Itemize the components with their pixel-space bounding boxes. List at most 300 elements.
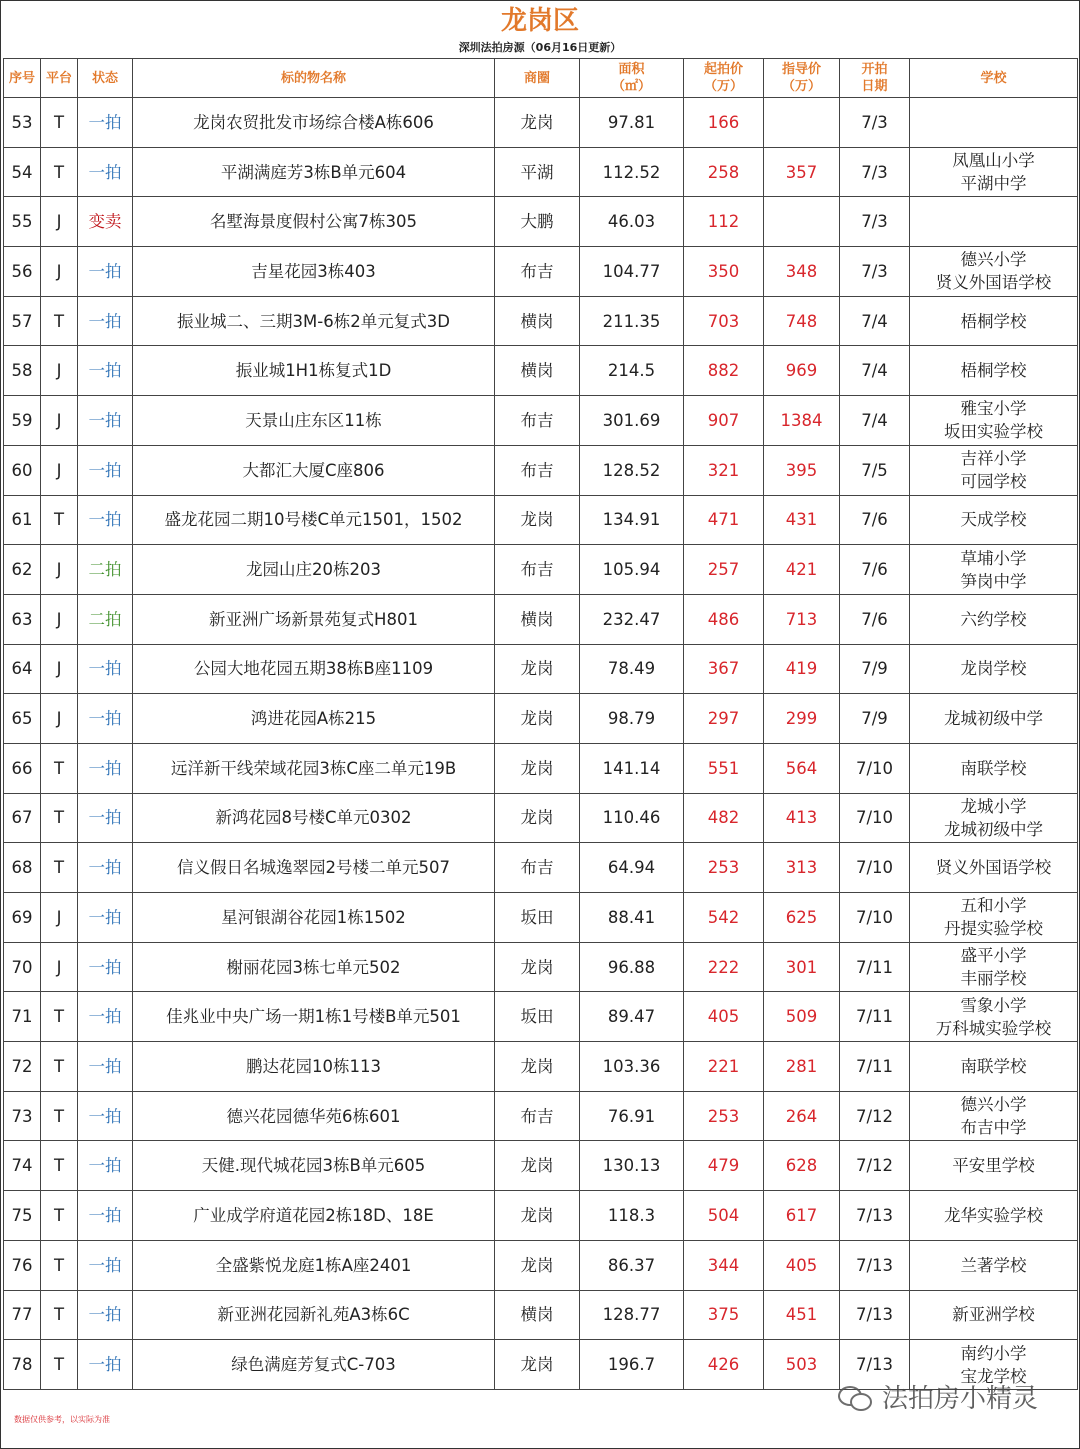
cell-seq: 78: [4, 1340, 41, 1390]
cell-guide-price: 625: [764, 893, 840, 943]
cell-platform: T: [41, 1091, 78, 1141]
cell-guide-price: 413: [764, 793, 840, 843]
cell-name: 龙岗农贸批发市场综合楼A栋606: [133, 98, 495, 148]
table-row: [4, 1191, 1078, 1241]
table-row: [4, 296, 1078, 346]
cell-platform: T: [41, 1240, 78, 1290]
table-row: [4, 843, 1078, 893]
cell-date: 7/11: [840, 1042, 910, 1092]
cell-status: 一拍: [78, 743, 133, 793]
cell-school: 龙华实验学校: [910, 1191, 1078, 1241]
header-date: 开拍 日期: [840, 59, 910, 98]
cell-school: 雅宝小学 坂田实验学校: [910, 396, 1078, 446]
cell-guide-price: [764, 197, 840, 247]
cell-name: 绿色满庭芳复式C-703: [133, 1340, 495, 1390]
cell-date: 7/12: [840, 1141, 910, 1191]
cell-platform: T: [41, 992, 78, 1042]
header-size: 面积 （㎡）: [580, 59, 684, 98]
cell-start-price: 542: [684, 893, 764, 943]
table-row: [4, 1042, 1078, 1092]
cell-status: 一拍: [78, 445, 133, 495]
cell-guide-price: 281: [764, 1042, 840, 1092]
disclaimer-note: 数据仅供参考，以实际为准: [14, 1415, 110, 1424]
cell-name: 天健.现代城花园3栋B单元605: [133, 1141, 495, 1191]
cell-name: 新鸿花园8号楼C单元0302: [133, 793, 495, 843]
cell-guide-price: 431: [764, 495, 840, 545]
table-row: [4, 743, 1078, 793]
cell-start-price: 405: [684, 992, 764, 1042]
cell-platform: J: [41, 396, 78, 446]
cell-date: 7/6: [840, 495, 910, 545]
cell-date: 7/11: [840, 942, 910, 992]
cell-guide-price: 564: [764, 743, 840, 793]
cell-platform: J: [41, 247, 78, 297]
cell-zone: 大鹏: [495, 197, 580, 247]
cell-school: 兰著学校: [910, 1240, 1078, 1290]
table-row: [4, 893, 1078, 943]
cell-size: 118.3: [580, 1191, 684, 1241]
cell-size: 211.35: [580, 296, 684, 346]
cell-size: 76.91: [580, 1091, 684, 1141]
cell-platform: T: [41, 793, 78, 843]
cell-platform: T: [41, 1191, 78, 1241]
cell-seq: 74: [4, 1141, 41, 1191]
cell-platform: J: [41, 942, 78, 992]
cell-seq: 76: [4, 1240, 41, 1290]
cell-name: 振业城1H1栋复式1D: [133, 346, 495, 396]
table-row: [4, 793, 1078, 843]
cell-start-price: 426: [684, 1340, 764, 1390]
cell-size: 96.88: [580, 942, 684, 992]
cell-status: 一拍: [78, 992, 133, 1042]
cell-school: 新亚洲学校: [910, 1290, 1078, 1340]
cell-date: 7/10: [840, 793, 910, 843]
cell-date: 7/10: [840, 743, 910, 793]
cell-size: 104.77: [580, 247, 684, 297]
cell-school: 龙城初级中学: [910, 694, 1078, 744]
cell-school: [910, 197, 1078, 247]
cell-zone: 龙岗: [495, 98, 580, 148]
cell-status: 一拍: [78, 1191, 133, 1241]
cell-size: 86.37: [580, 1240, 684, 1290]
cell-school: 六约学校: [910, 594, 1078, 644]
cell-platform: J: [41, 197, 78, 247]
watermark-text: 法拍房小精灵: [882, 1384, 1039, 1414]
cell-zone: 龙岗: [495, 694, 580, 744]
cell-name: 新亚洲花园新礼苑A3栋6C: [133, 1290, 495, 1340]
cell-name: 吉星花园3栋403: [133, 247, 495, 297]
cell-date: 7/13: [840, 1290, 910, 1340]
cell-size: 134.91: [580, 495, 684, 545]
cell-name: 鸿进花园A栋215: [133, 694, 495, 744]
cell-seq: 62: [4, 545, 41, 595]
table-row: [4, 197, 1078, 247]
table-row: [4, 1091, 1078, 1141]
cell-name: 全盛紫悦龙庭1栋A座2401: [133, 1240, 495, 1290]
cell-school: 龙城小学 龙城初级中学: [910, 793, 1078, 843]
cell-platform: T: [41, 1141, 78, 1191]
cell-date: 7/10: [840, 893, 910, 943]
cell-size: 88.41: [580, 893, 684, 943]
cell-zone: 布吉: [495, 247, 580, 297]
cell-start-price: 321: [684, 445, 764, 495]
cell-guide-price: 348: [764, 247, 840, 297]
cell-status: 一拍: [78, 1091, 133, 1141]
cell-zone: 龙岗: [495, 1340, 580, 1390]
cell-size: 89.47: [580, 992, 684, 1042]
cell-status: 一拍: [78, 942, 133, 992]
cell-platform: T: [41, 1340, 78, 1390]
cell-size: 128.77: [580, 1290, 684, 1340]
cell-guide-price: 509: [764, 992, 840, 1042]
cell-zone: 平湖: [495, 147, 580, 197]
table-row: [4, 147, 1078, 197]
cell-name: 公园大地花园五期38栋B座1109: [133, 644, 495, 694]
cell-school: 天成学校: [910, 495, 1078, 545]
cell-name: 天景山庄东区11栋: [133, 396, 495, 446]
cell-date: 7/9: [840, 644, 910, 694]
cell-status: 一拍: [78, 843, 133, 893]
cell-school: 吉祥小学 可园学校: [910, 445, 1078, 495]
table-row: [4, 1290, 1078, 1340]
cell-seq: 65: [4, 694, 41, 744]
cell-school: 梧桐学校: [910, 296, 1078, 346]
cell-start-price: 504: [684, 1191, 764, 1241]
cell-status: 一拍: [78, 495, 133, 545]
cell-status: 一拍: [78, 98, 133, 148]
cell-platform: T: [41, 296, 78, 346]
cell-school: 南约小学 宝龙学校: [910, 1340, 1078, 1390]
cell-status: 一拍: [78, 147, 133, 197]
cell-zone: 龙岗: [495, 644, 580, 694]
cell-status: 二拍: [78, 594, 133, 644]
cell-guide-price: 421: [764, 545, 840, 595]
cell-date: 7/6: [840, 594, 910, 644]
cell-seq: 66: [4, 743, 41, 793]
cell-guide-price: 1384: [764, 396, 840, 446]
cell-date: 7/3: [840, 147, 910, 197]
cell-start-price: 222: [684, 942, 764, 992]
cell-school: 盛平小学 丰丽学校: [910, 942, 1078, 992]
cell-seq: 75: [4, 1191, 41, 1241]
table-row: [4, 445, 1078, 495]
cell-platform: J: [41, 694, 78, 744]
cell-seq: 73: [4, 1091, 41, 1141]
cell-start-price: 471: [684, 495, 764, 545]
cell-date: 7/10: [840, 843, 910, 893]
cell-start-price: 257: [684, 545, 764, 595]
table-row: [4, 992, 1078, 1042]
cell-size: 46.03: [580, 197, 684, 247]
cell-size: 105.94: [580, 545, 684, 595]
cell-name: 榭丽花园3栋七单元502: [133, 942, 495, 992]
cell-size: 130.13: [580, 1141, 684, 1191]
cell-zone: 布吉: [495, 396, 580, 446]
cell-name: 鹏达花园10栋113: [133, 1042, 495, 1092]
cell-platform: J: [41, 445, 78, 495]
cell-start-price: 882: [684, 346, 764, 396]
table-row: [4, 495, 1078, 545]
cell-status: 一拍: [78, 644, 133, 694]
cell-platform: J: [41, 545, 78, 595]
cell-name: 龙园山庄20栋203: [133, 545, 495, 595]
header-school: 学校: [910, 59, 1078, 98]
table-row: [4, 396, 1078, 446]
cell-guide-price: 969: [764, 346, 840, 396]
cell-guide-price: 617: [764, 1191, 840, 1241]
table-row: [4, 644, 1078, 694]
cell-school: 德兴小学 布吉中学: [910, 1091, 1078, 1141]
cell-school: 雪象小学 万科城实验学校: [910, 992, 1078, 1042]
cell-platform: J: [41, 346, 78, 396]
table-row: [4, 594, 1078, 644]
cell-size: 214.5: [580, 346, 684, 396]
cell-seq: 77: [4, 1290, 41, 1340]
cell-size: 141.14: [580, 743, 684, 793]
cell-status: 一拍: [78, 1240, 133, 1290]
cell-name: 名墅海景度假村公寓7栋305: [133, 197, 495, 247]
cell-start-price: 375: [684, 1290, 764, 1340]
table-row: [4, 545, 1078, 595]
cell-guide-price: 451: [764, 1290, 840, 1340]
cell-date: 7/3: [840, 247, 910, 297]
cell-school: 凤凰山小学 平湖中学: [910, 147, 1078, 197]
cell-size: 64.94: [580, 843, 684, 893]
cell-date: 7/4: [840, 346, 910, 396]
cell-date: 7/13: [840, 1191, 910, 1241]
cell-guide-price: 503: [764, 1340, 840, 1390]
cell-status: 一拍: [78, 1141, 133, 1191]
cell-name: 佳兆业中央广场一期1栋1号楼B单元501: [133, 992, 495, 1042]
table-row: [4, 942, 1078, 992]
cell-zone: 横岗: [495, 594, 580, 644]
cell-date: 7/6: [840, 545, 910, 595]
cell-start-price: 482: [684, 793, 764, 843]
cell-size: 97.81: [580, 98, 684, 148]
cell-size: 110.46: [580, 793, 684, 843]
cell-zone: 龙岗: [495, 1042, 580, 1092]
cell-platform: T: [41, 843, 78, 893]
cell-zone: 横岗: [495, 346, 580, 396]
cell-seq: 70: [4, 942, 41, 992]
cell-start-price: 166: [684, 98, 764, 148]
cell-name: 德兴花园德华苑6栋601: [133, 1091, 495, 1141]
cell-status: 变卖: [78, 197, 133, 247]
cell-guide-price: 419: [764, 644, 840, 694]
table-body: [4, 98, 1078, 1390]
cell-start-price: 486: [684, 594, 764, 644]
cell-date: 7/3: [840, 98, 910, 148]
cell-guide-price: [764, 98, 840, 148]
page-title: 龙岗区: [500, 6, 579, 36]
cell-guide-price: 405: [764, 1240, 840, 1290]
cell-date: 7/5: [840, 445, 910, 495]
cell-zone: 龙岗: [495, 743, 580, 793]
cell-school: 南联学校: [910, 1042, 1078, 1092]
cell-date: 7/12: [840, 1091, 910, 1141]
cell-size: 103.36: [580, 1042, 684, 1092]
cell-platform: J: [41, 594, 78, 644]
cell-guide-price: 313: [764, 843, 840, 893]
cell-zone: 坂田: [495, 893, 580, 943]
cell-zone: 龙岗: [495, 495, 580, 545]
cell-start-price: 479: [684, 1141, 764, 1191]
table-row: [4, 1240, 1078, 1290]
watermark: [838, 1378, 1038, 1415]
cell-date: 7/9: [840, 694, 910, 744]
cell-guide-price: 628: [764, 1141, 840, 1191]
cell-status: 一拍: [78, 346, 133, 396]
header-name: 标的物名称: [133, 59, 495, 98]
cell-status: 一拍: [78, 396, 133, 446]
cell-date: 7/4: [840, 296, 910, 346]
cell-start-price: 221: [684, 1042, 764, 1092]
cell-school: 龙岗学校: [910, 644, 1078, 694]
cell-name: 广业成学府道花园2栋18D、18E: [133, 1191, 495, 1241]
header-status: 状态: [78, 59, 133, 98]
cell-school: 德兴小学 贤义外国语学校: [910, 247, 1078, 297]
cell-school: [910, 98, 1078, 148]
cell-seq: 69: [4, 893, 41, 943]
cell-guide-price: 357: [764, 147, 840, 197]
cell-status: 一拍: [78, 893, 133, 943]
cell-school: 平安里学校: [910, 1141, 1078, 1191]
cell-status: 一拍: [78, 296, 133, 346]
cell-zone: 布吉: [495, 445, 580, 495]
cell-size: 301.69: [580, 396, 684, 446]
cell-seq: 71: [4, 992, 41, 1042]
cell-size: 196.7: [580, 1340, 684, 1390]
cell-name: 新亚洲广场新景苑复式H801: [133, 594, 495, 644]
cell-zone: 龙岗: [495, 1141, 580, 1191]
cell-name: 大都汇大厦C座806: [133, 445, 495, 495]
cell-zone: 布吉: [495, 843, 580, 893]
cell-zone: 坂田: [495, 992, 580, 1042]
cell-start-price: 253: [684, 1091, 764, 1141]
listing-table: [3, 58, 1078, 1390]
cell-platform: T: [41, 1042, 78, 1092]
cell-zone: 龙岗: [495, 942, 580, 992]
cell-seq: 61: [4, 495, 41, 545]
cell-status: 一拍: [78, 247, 133, 297]
cell-guide-price: 301: [764, 942, 840, 992]
cell-size: 112.52: [580, 147, 684, 197]
cell-school: 南联学校: [910, 743, 1078, 793]
cell-name: 平湖满庭芳3栋B单元604: [133, 147, 495, 197]
table-row: [4, 346, 1078, 396]
cell-start-price: 253: [684, 843, 764, 893]
cell-zone: 龙岗: [495, 1191, 580, 1241]
cell-seq: 63: [4, 594, 41, 644]
cell-start-price: 703: [684, 296, 764, 346]
cell-seq: 54: [4, 147, 41, 197]
cell-seq: 56: [4, 247, 41, 297]
cell-status: 一拍: [78, 793, 133, 843]
cell-start-price: 907: [684, 396, 764, 446]
cell-guide-price: 395: [764, 445, 840, 495]
cell-platform: T: [41, 1290, 78, 1340]
cell-size: 78.49: [580, 644, 684, 694]
cell-platform: T: [41, 98, 78, 148]
cell-start-price: 258: [684, 147, 764, 197]
cell-name: 信义假日名城逸翠园2号楼二单元507: [133, 843, 495, 893]
cell-school: 草埔小学 笋岗中学: [910, 545, 1078, 595]
cell-status: 一拍: [78, 1042, 133, 1092]
cell-name: 盛龙花园二期10号楼C单元1501，1502: [133, 495, 495, 545]
cell-guide-price: 299: [764, 694, 840, 744]
cell-platform: J: [41, 893, 78, 943]
chat-bubble-icon: [838, 1384, 872, 1410]
cell-zone: 布吉: [495, 1091, 580, 1141]
cell-school: 五和小学 丹提实验学校: [910, 893, 1078, 943]
cell-date: 7/13: [840, 1240, 910, 1290]
header-start-price: 起拍价 （万）: [684, 59, 764, 98]
cell-start-price: 350: [684, 247, 764, 297]
header-seq: 序号: [4, 59, 41, 98]
cell-guide-price: 748: [764, 296, 840, 346]
cell-seq: 72: [4, 1042, 41, 1092]
cell-size: 98.79: [580, 694, 684, 744]
page-subtitle: 深圳法拍房源（06月16日更新）: [458, 41, 622, 54]
cell-status: 一拍: [78, 694, 133, 744]
cell-name: 振业城二、三期3M-6栋2单元复式3D: [133, 296, 495, 346]
table-row: [4, 1141, 1078, 1191]
table-row: [4, 247, 1078, 297]
cell-seq: 53: [4, 98, 41, 148]
cell-seq: 67: [4, 793, 41, 843]
cell-seq: 59: [4, 396, 41, 446]
cell-start-price: 551: [684, 743, 764, 793]
cell-date: 7/13: [840, 1340, 910, 1390]
cell-school: 贤义外国语学校: [910, 843, 1078, 893]
cell-zone: 布吉: [495, 545, 580, 595]
cell-seq: 60: [4, 445, 41, 495]
cell-school: 梧桐学校: [910, 346, 1078, 396]
header-guide-price: 指导价 （万）: [764, 59, 840, 98]
cell-platform: T: [41, 495, 78, 545]
table-row: [4, 694, 1078, 744]
cell-platform: T: [41, 147, 78, 197]
cell-platform: J: [41, 644, 78, 694]
cell-platform: T: [41, 743, 78, 793]
cell-seq: 64: [4, 644, 41, 694]
cell-start-price: 367: [684, 644, 764, 694]
cell-zone: 横岗: [495, 296, 580, 346]
cell-zone: 龙岗: [495, 1240, 580, 1290]
cell-seq: 55: [4, 197, 41, 247]
cell-start-price: 344: [684, 1240, 764, 1290]
header-platform: 平台: [41, 59, 78, 98]
cell-status: 二拍: [78, 545, 133, 595]
cell-date: 7/3: [840, 197, 910, 247]
cell-start-price: 112: [684, 197, 764, 247]
cell-status: 一拍: [78, 1340, 133, 1390]
cell-zone: 横岗: [495, 1290, 580, 1340]
header-zone: 商圈: [495, 59, 580, 98]
cell-name: 星河银湖谷花园1栋1502: [133, 893, 495, 943]
cell-zone: 龙岗: [495, 793, 580, 843]
table-row: [4, 98, 1078, 148]
cell-seq: 58: [4, 346, 41, 396]
cell-date: 7/4: [840, 396, 910, 446]
cell-date: 7/11: [840, 992, 910, 1042]
cell-status: 一拍: [78, 1290, 133, 1340]
cell-name: 远洋新干线荣域花园3栋C座二单元19B: [133, 743, 495, 793]
header-row: [4, 59, 1078, 98]
cell-size: 128.52: [580, 445, 684, 495]
cell-guide-price: 264: [764, 1091, 840, 1141]
cell-size: 232.47: [580, 594, 684, 644]
